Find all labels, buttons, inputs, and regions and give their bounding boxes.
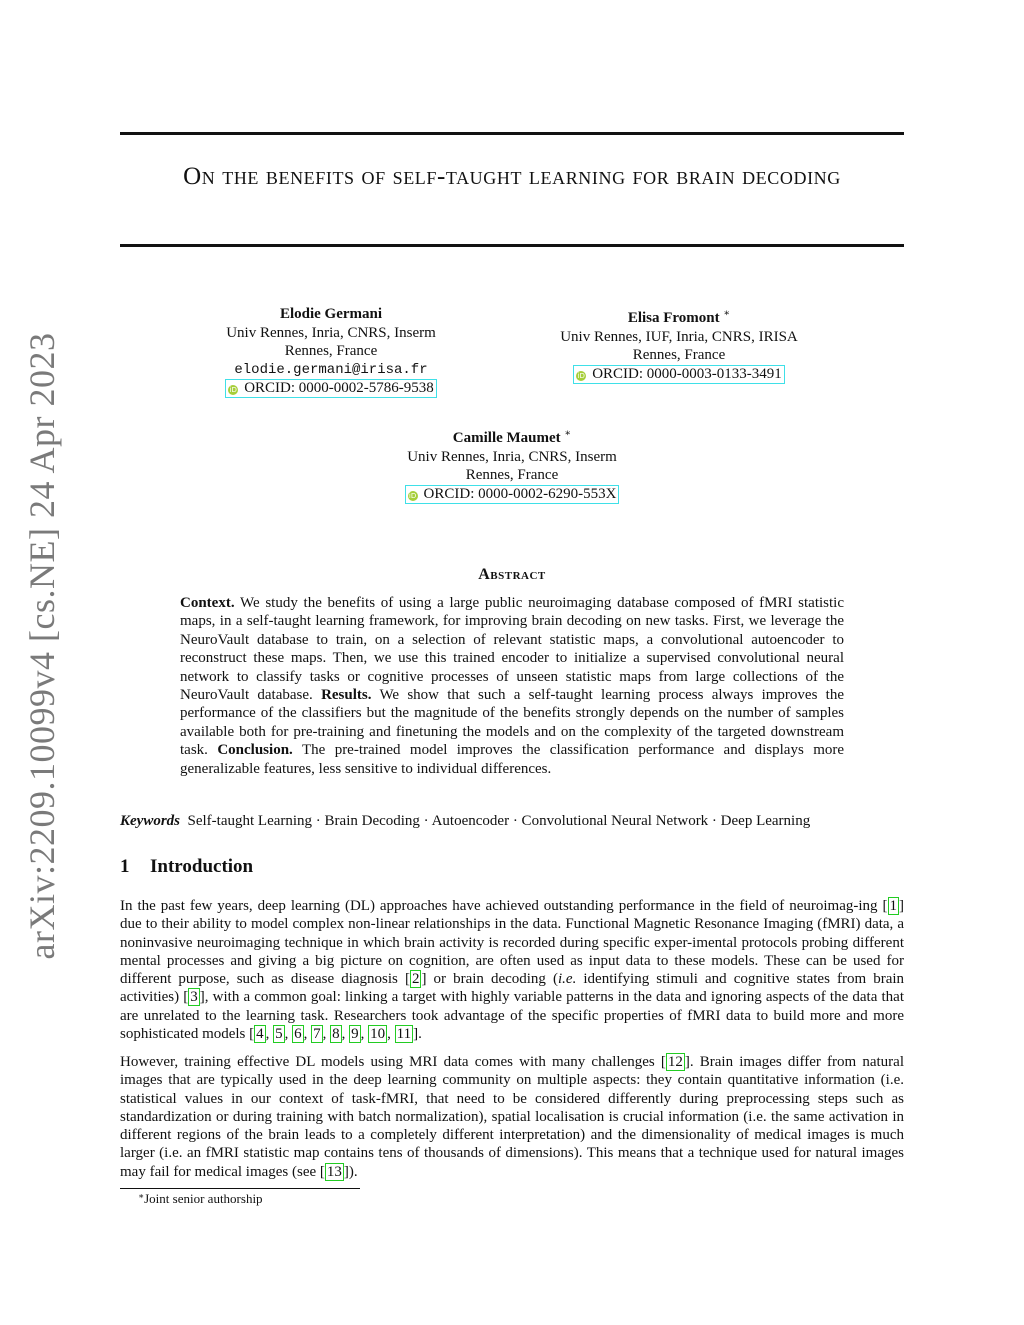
- orcid-link[interactable]: [405, 485, 620, 504]
- author-name: Elodie Germani: [279, 306, 383, 322]
- abstract-results-text: We show that such a self-taught learning process always improves the performance of the classifiers but the magnitude of the benefits strongly depends on the number of samples available both for pre-training and finetuning the models and on the complexity of the targeted downstream task.: [180, 687, 845, 759]
- author-block-germani: [200, 305, 462, 398]
- author-affiliation: Univ Rennes, Inria, CNRS, Inserm: [407, 448, 617, 465]
- footnote-marker[interactable]: ∗: [564, 428, 572, 439]
- paragraph-text: . Brain images differ from natural images that are typically used in the deep learning community on multiple aspects: they contain quantitative information (i.e. statistical values in our context of task-fMRI, that need to be considered differently during preprocessing steps such as standardization or during training with batch normalization), spatial localisation is crucial information (i.e. the same activation in different regions of the brain leads to a completely different interpretation) and the dimensionality of medical images is much larger (i.e. an fMRI statistic map contains tens of thousands of dimensions). This means that a technique used for natural images may fail for medical images (see: [120, 1054, 904, 1180]
- paragraph-text: ).: [348, 1163, 358, 1180]
- abstract-heading: Abstract: [478, 566, 546, 583]
- italic-ie: i.e.: [558, 971, 577, 988]
- orcid-icon: iD: [577, 371, 585, 380]
- paragraph-text: or brain decoding (: [433, 971, 558, 988]
- paragraph-text: identifying stimuli and cognitive states from brain activities): [120, 971, 905, 1006]
- citation-link[interactable]: 6: [294, 1026, 302, 1043]
- citation-link[interactable]: 8: [332, 1026, 340, 1043]
- abstract-context-label: Context.: [180, 595, 235, 611]
- author-name-row: [370, 425, 654, 448]
- orcid-link[interactable]: [573, 365, 785, 384]
- author-affiliation: Univ Rennes, Inria, CNRS, Inserm: [226, 324, 436, 341]
- abstract-context-text: We study the benefits of using a large public neuroimaging database composed of fMRI statistic maps, in a self-taught learning framework, for improving brain decoding on new tasks. First, we leverage the NeuroVault database to train, on a selection of relevant statistic maps, a convolutional autoencoder to reconstruct these maps. Then, we use this trained encoder to initialize a supervised convolutional neural network to classify tasks or cognitive processes of unseen statistic maps from large collections of the NeuroVault database.: [180, 595, 844, 704]
- citation-link[interactable]: 12: [667, 1054, 683, 1070]
- title-bottom-rule: [120, 244, 904, 247]
- citation-link[interactable]: 1: [889, 898, 897, 914]
- title-top-rule: [120, 132, 904, 135]
- intro-paragraph-1: In the past few years, deep learning (DL) approaches have achieved outstanding performance in the field of neuroimag-ing [ 1 ] due to their ability to model complex non-linear relationships in the data. Functional Magnetic Resonance Imaging (fMRI) data, a noninvasive neuroimaging technique in which brain activity is recorded during specific exper-imental protocols probing different mental processes and giving a big picture on cognition, are often used as input data to these models. These can be used for different purpose, such as disease diagnosis [ 2 ] or brain decoding (i.e. identifying stimuli and cognitive states from brain activities) [ 3 ], with a common goal: linking a target with highly variable patterns in the data and ignoring aspects of the data that are unrelated to the learning task. Researchers took advantage of the specific properties of fMRI data to build more and more sophisticated models [ 4 , 5 , 6 , 7 , 8 , 9 , 10 , 11 ].: [120, 898, 905, 1043]
- author-block-maumet: [370, 425, 654, 504]
- abstract-conclusion-text: The pre-trained model improves the classification performance and displays more generalizable features, less sensitive to individual differences.: [180, 742, 845, 777]
- abstract-conclusion-label: Conclusion.: [217, 742, 293, 759]
- citation-link[interactable]: 5: [275, 1026, 283, 1043]
- author-location: Rennes, France: [465, 467, 559, 483]
- paragraph-text: However, training effective DL models using MRI data comes with many challenges: [120, 1054, 655, 1070]
- author-affiliation: Univ Rennes, IUF, Inria, CNRS, IRISA: [560, 328, 798, 345]
- citation-link[interactable]: 11: [396, 1026, 412, 1043]
- orcid-label: ORCID: 0000-0002-5786-9538: [244, 380, 434, 396]
- author-name-row: [530, 305, 828, 328]
- abstract-body: [180, 594, 844, 778]
- footnote: [138, 1191, 263, 1207]
- footnote-rule: [120, 1188, 360, 1189]
- author-location: Rennes, France: [284, 343, 378, 359]
- abstract-results-label: Results.: [321, 687, 372, 704]
- orcid-icon: iD: [229, 386, 237, 394]
- orcid-label: ORCID: 0000-0003-0133-3491: [592, 365, 782, 382]
- section-title: Introduction: [150, 856, 254, 877]
- author-name: Camille Maumet: [452, 430, 561, 446]
- section-number: 1: [120, 856, 130, 877]
- orcid-icon: iD: [408, 491, 417, 500]
- paragraph-text: due to their ability to model complex non-linear relationships in the data. Functional Magnetic Resonance Imaging (fMRI) data, a noninvasive neuroimaging technique in which brain activity is recorded during specific exper-imental protocols probing different mental processes and giving a big picture on cognition, are often used as input data to these models. These can be used for different purpose, such as disease diagnosis: [120, 916, 904, 988]
- keywords-line: [120, 813, 904, 830]
- author-name: Elisa Fromont: [627, 310, 720, 326]
- keywords-label: Keywords: [120, 813, 180, 829]
- author-email[interactable]: elodie.germani@irisa.fr: [234, 361, 428, 378]
- orcid-link[interactable]: [225, 379, 437, 398]
- author-location: Rennes, France: [632, 347, 726, 363]
- footnote-text: Joint senior authorship: [144, 1191, 263, 1206]
- author-block-fromont: [530, 305, 828, 384]
- footnote-mark: ∗: [138, 1191, 145, 1201]
- footnote-marker[interactable]: ∗: [723, 308, 731, 319]
- citation-link[interactable]: 3: [190, 989, 198, 1006]
- citation-link[interactable]: 9: [351, 1026, 359, 1043]
- paper-title: On the benefits of self-taught learning for brain decoding: [183, 163, 841, 190]
- citation-link[interactable]: 10: [370, 1026, 386, 1043]
- arxiv-identifier: arXiv:2209.10099v4 [cs.NE] 24 Apr 2023: [22, 332, 62, 960]
- citation-link[interactable]: 13: [326, 1163, 342, 1180]
- keywords-text: Self-taught Learning · Brain Decoding · Autoencoder · Convolutional Neural Network · Deep Learning: [187, 813, 811, 829]
- paragraph-text: In the past few years, deep learning (DL) approaches have achieved outstanding performance in the field of neuroimag-ing: [120, 898, 878, 914]
- orcid-label: ORCID: 0000-0002-6290-553X: [423, 485, 617, 502]
- citation-link[interactable]: 7: [313, 1026, 321, 1043]
- section-heading-introduction: [120, 856, 253, 878]
- citation-link[interactable]: 2: [411, 971, 420, 988]
- citation-link[interactable]: 4: [256, 1026, 264, 1043]
- intro-paragraph-2: However, training effective DL models using MRI data comes with many challenges [ 12 ]. Brain images differ from natural images that are typically used in the deep learning community on multiple aspects: they contain quantitative information (i.e. statistical values in our context of task-fMRI, that need to be considered differently during preprocessing steps such as standardization or during training with batch normalization), spatial localisation is crucial information (i.e. the same activation in different regions of the brain leads to a completely different interpretation) and the dimensionality of medical images is much larger (i.e. an fMRI statistic map contains tens of thousands of dimensions). This means that a technique used for natural images may fail for medical images (see [ 13 ]).: [120, 1054, 904, 1180]
- paragraph-text: , with a common goal: linking a target with highly variable patterns in the data and ignoring aspects of the data that are unrelated to the learning task. Researchers took advantage of the specific properties of fMRI data to build more and more sophisticated models: [120, 989, 904, 1043]
